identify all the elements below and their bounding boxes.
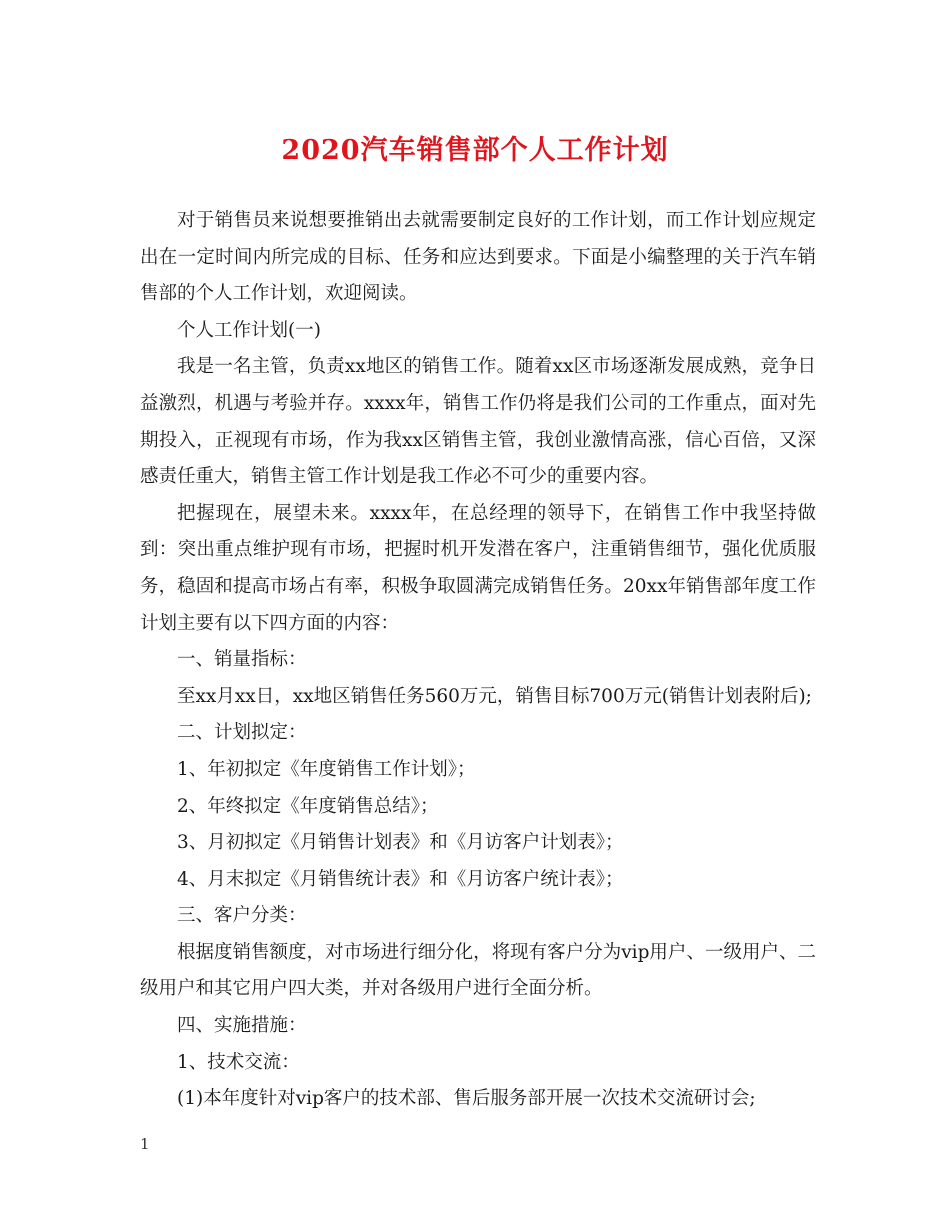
section-heading: 三、客户分类：	[177, 905, 307, 927]
sub-heading: 1、技术交流：	[177, 1051, 300, 1073]
document-title: 2020汽车销售部个人工作计划	[281, 135, 669, 166]
document-body	[140, 203, 816, 1118]
section-heading: 个人工作计划(一)	[177, 319, 321, 341]
paragraph: 根据度销售额度，对市场进行细分化，将现有客户分为vip用户、一级用户、二级用户和其它用户四大类，并对各级用户进行全面分析。	[140, 941, 816, 1000]
section-heading: 四、实施措施：	[177, 1015, 307, 1037]
list-item: 4、月末拟定《月销售统计表》和《月访客户统计表》；	[177, 868, 624, 890]
list-item: 3、月初拟定《月销售计划表》和《月访客户计划表》；	[177, 832, 624, 854]
list-item: (1)本年度针对vip客户的技术部、售后服务部开展一次技术交流研讨会;	[177, 1088, 756, 1110]
paragraph: 至xx月xx日，xx地区销售任务560万元，销售目标700万元(销售计划表附后);	[177, 685, 812, 707]
paragraph: 我是一名主管，负责xx地区的销售工作。随着xx区市场逐渐发展成熟，竞争日益激烈，机遇与考验并存。xxxx年，销售工作仍将是我们公司的工作重点，面对先期投入，正视现有市场，作为我xx区销售主管，我创业激情高涨，信心百倍，又深感责任重大，销售主管工作计划是我工作必不可少的重要内容。	[140, 356, 816, 488]
page-number: 1	[140, 1135, 150, 1153]
paragraph: 对于销售员来说想要推销出去就需要制定良好的工作计划，而工作计划应规定出在一定时间内所完成的目标、任务和应达到要求。下面是小编整理的关于汽车销售部的个人工作计划，欢迎阅读。	[140, 210, 816, 305]
list-item: 1、年初拟定《年度销售工作计划》；	[177, 758, 476, 780]
paragraph: 把握现在，展望未来。xxxx年，在总经理的领导下，在销售工作中我坚持做到：突出重点维护现有市场，把握时机开发潜在客户，注重销售细节，强化优质服务，稳固和提高市场占有率，积极争取圆满完成销售任务。20xx年销售部年度工作计划主要有以下四方面的内容：	[140, 502, 816, 634]
list-item: 2、年终拟定《年度销售总结》；	[177, 795, 439, 817]
section-heading: 一、销量指标：	[177, 649, 307, 671]
section-heading: 二、计划拟定：	[177, 722, 307, 744]
